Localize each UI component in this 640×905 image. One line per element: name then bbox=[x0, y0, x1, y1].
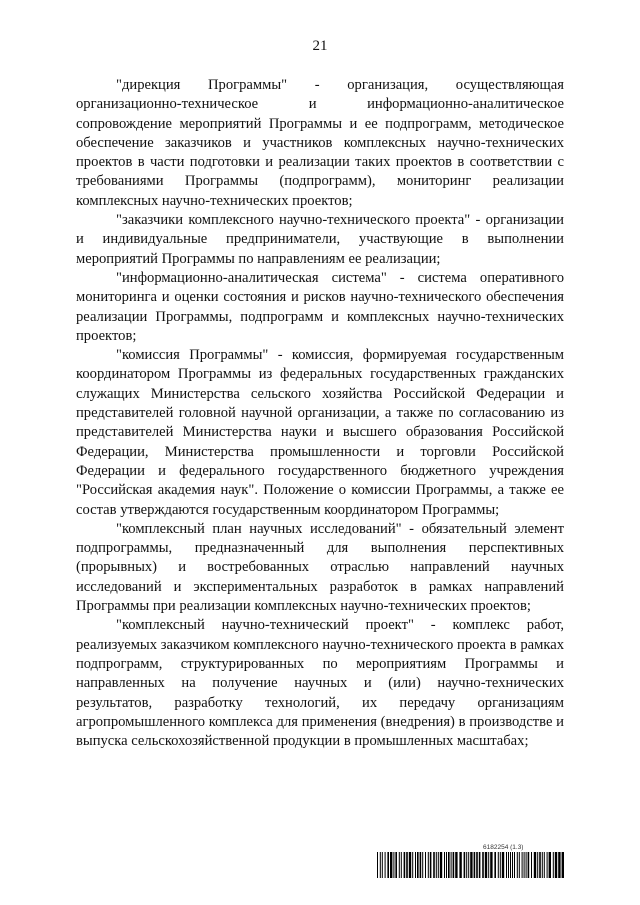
document-body bbox=[76, 76, 564, 751]
paragraph-research-plan: "комплексный план научных исследований" - обязательный элемент подпрограммы, предназначенный для выполнения перспективных (прорывных) и востребованных отраслью направлений научных исследований и экспериментальных разработок в рамках направлений Программы при реализации комплексных научно-технических проектов; bbox=[76, 520, 564, 615]
paragraph-commission: "комиссия Программы" - комиссия, формируемая государственным координатором Программы из федеральных государственных гражданских служащих Министерства сельского хозяйства Российской Федерации и представителей головной научной организации, а также по согласованию из представителей Министерства науки и высшего образования Российской Федерации, Министерства промышленности и торговли Российской Федерации и федерального государственного бюджетного учреждения "Российская академия наук". Положение о комиссии Программы, а также ее состав утверждаются государственным координатором Программы; bbox=[76, 347, 564, 518]
paragraph-complex-project: "комплексный научно-технический проект" - комплекс работ, реализуемых заказчиком комплексного научно-технического проекта в рамках подпрограмм, структурированных по мероприятиям Программы и направленных на получение научных и (или) научно-технических результатов, разработку технологий, их передачу организациям агропромышленного комплекса для применения (внедрения) в производстве и выпуска сельскохозяйственной продукции в промышленных масштабах; bbox=[76, 617, 564, 750]
barcode-icon bbox=[377, 852, 567, 878]
paragraph-customers: "заказчики комплексного научно-технического проекта" - организации и индивидуальные предприниматели, участвующие в выполнении мероприятий Программы по направлениям ее реализации; bbox=[76, 212, 564, 267]
paragraph-directorate: "дирекция Программы" - организация, осуществляющая организационно-техническое и информационно-аналитическое сопровождение мероприятий Программы и ее подпрограмм, методическое обеспечение заказчиков и участников комплексных научно-технических проектов в части подготовки и реализации таких проектов в соответствии с требованиями Программы (подпрограмм), мониторинг реализации комплексных научно-технических проектов; bbox=[76, 77, 564, 209]
paragraph-info-system: "информационно-аналитическая система" - система оперативного мониторинга и оценки состояния и рисков научно-технического обеспечения реализации Программы, подпрограмм и комплексных научно-технических проектов; bbox=[76, 269, 564, 344]
document-code: 6182254 (1.3) bbox=[483, 844, 524, 851]
page-number: 21 bbox=[312, 38, 328, 54]
